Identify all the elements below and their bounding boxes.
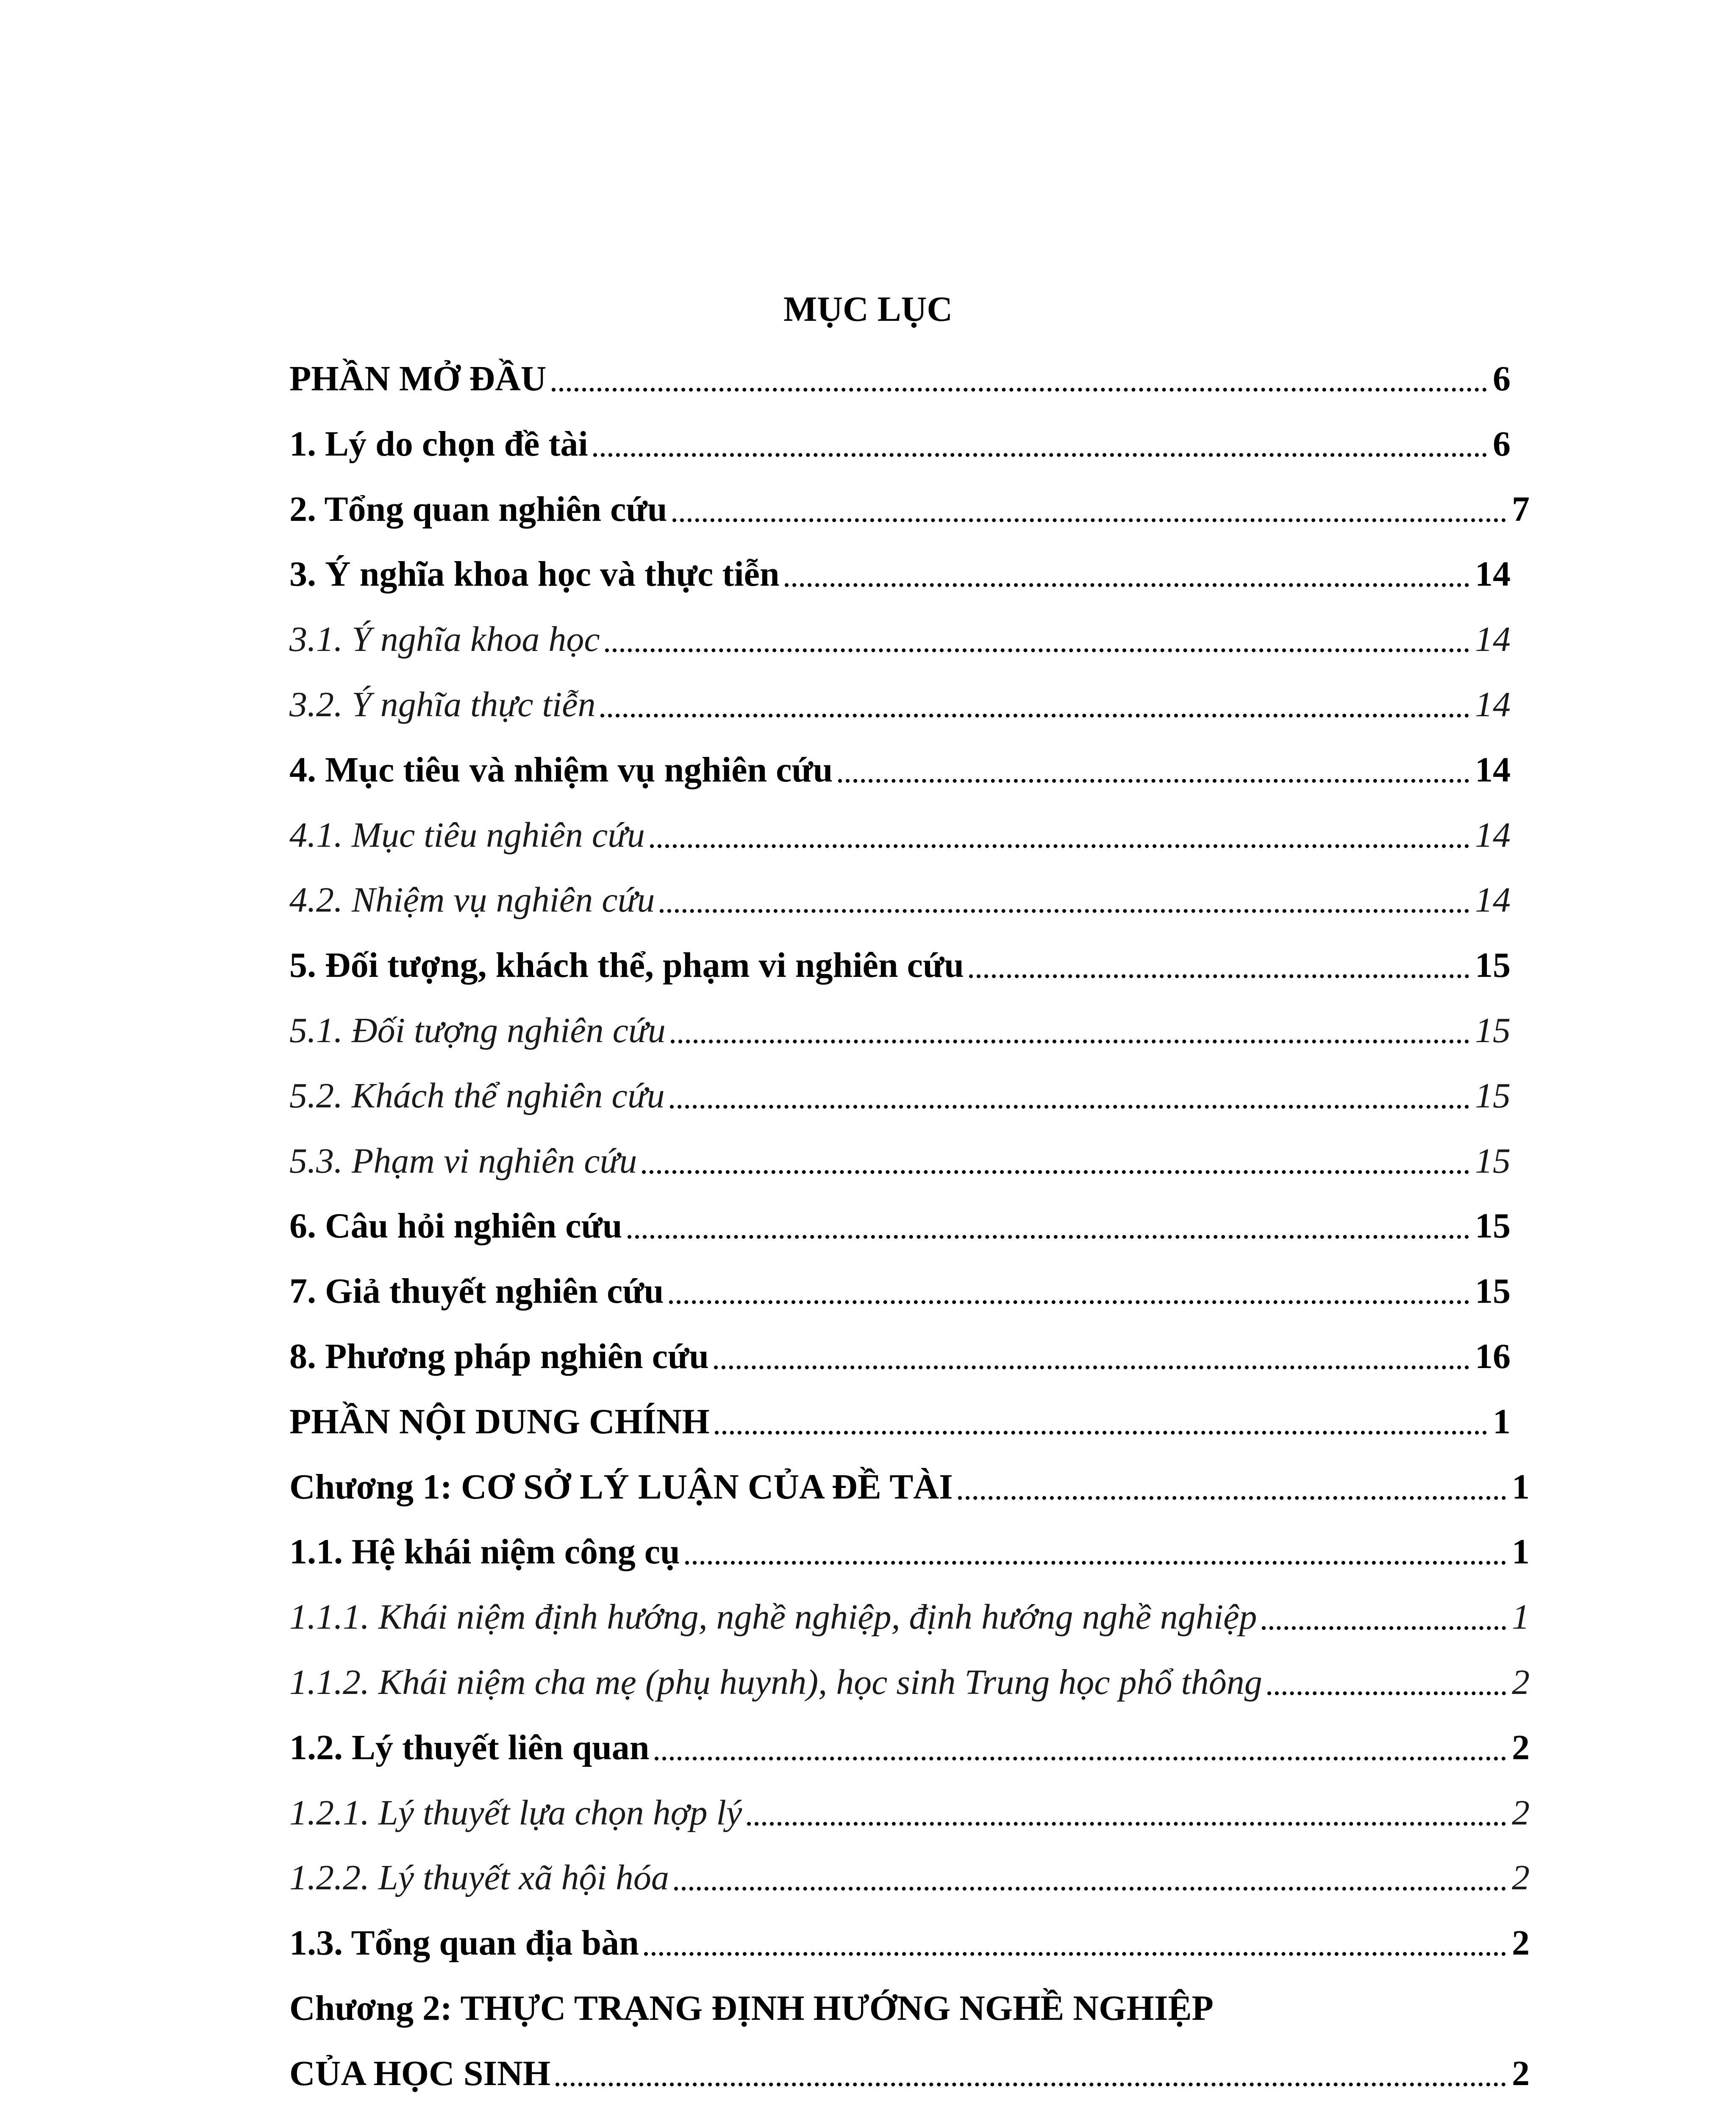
toc-entry[interactable] bbox=[289, 1587, 1530, 1646]
toc-entry-page-number: 2 bbox=[1512, 1727, 1530, 1767]
toc-entry-label: 7. Giả thuyết nghiên cứu bbox=[289, 1271, 664, 1311]
toc-entry-page-number: 6 bbox=[1493, 359, 1511, 398]
toc-entry-page-number: 2 bbox=[1512, 1662, 1530, 1702]
toc-entry[interactable] bbox=[289, 2044, 1530, 2103]
toc-entry[interactable] bbox=[289, 675, 1511, 734]
toc-entry[interactable] bbox=[289, 349, 1511, 408]
toc-entry-label: 4. Mục tiêu và nhiệm vụ nghiên cứu bbox=[289, 750, 833, 790]
toc-dot-leader bbox=[714, 1365, 1469, 1369]
toc-entry[interactable] bbox=[289, 414, 1511, 473]
toc-entry[interactable] bbox=[289, 544, 1511, 603]
toc-entry-label: 1.2.1. Lý thuyết lựa chọn hợp lý bbox=[289, 1793, 742, 1833]
toc-entry-label: 4.1. Mục tiêu nghiên cứu bbox=[289, 815, 645, 855]
toc-dot-leader bbox=[747, 1822, 1506, 1826]
toc-dot-leader bbox=[674, 1887, 1506, 1891]
toc-entry-page-number: 15 bbox=[1475, 1141, 1511, 1181]
toc-entry-page-number: 6 bbox=[1493, 424, 1511, 464]
toc-entry-label: 5. Đối tượng, khách thể, phạm vi nghiên cứu bbox=[289, 945, 964, 985]
toc-entry[interactable] bbox=[289, 1131, 1511, 1190]
toc-entry-page-number: 1 bbox=[1512, 1532, 1530, 1571]
toc-dot-leader bbox=[1262, 1626, 1506, 1630]
toc-entry[interactable] bbox=[289, 1196, 1511, 1255]
toc-entry[interactable] bbox=[289, 479, 1530, 539]
toc-entry-label: PHẦN NỘI DUNG CHÍNH bbox=[289, 1402, 710, 1441]
toc-entry-page-number: 1 bbox=[1512, 1597, 1530, 1637]
toc-entry[interactable] bbox=[289, 1718, 1530, 1777]
toc-entry-label: 1.1.2. Khái niệm cha mẹ (phụ huynh), học sinh Trung học phổ thông bbox=[289, 1662, 1262, 1702]
toc-entry-page-number: 14 bbox=[1475, 554, 1511, 594]
toc-entry-label: 5.2. Khách thể nghiên cứu bbox=[289, 1076, 665, 1115]
toc-entry-page-number: 15 bbox=[1475, 1206, 1511, 1246]
toc-dot-leader bbox=[556, 2083, 1506, 2086]
toc-dot-leader bbox=[969, 974, 1469, 978]
toc-entry[interactable] bbox=[289, 1066, 1511, 1125]
toc-dot-leader bbox=[838, 779, 1469, 783]
toc-entry-page-number: 15 bbox=[1475, 945, 1511, 985]
toc-dot-leader bbox=[650, 844, 1469, 848]
toc-entry-label: 3. Ý nghĩa khoa học và thực tiễn bbox=[289, 554, 780, 594]
toc-entry-label: 4.2. Nhiệm vụ nghiên cứu bbox=[289, 880, 655, 920]
toc-entry-label: 3.2. Ý nghĩa thực tiễn bbox=[289, 684, 596, 724]
toc-entry[interactable] bbox=[289, 740, 1511, 799]
toc-dot-leader bbox=[669, 1300, 1469, 1304]
toc-entry[interactable] bbox=[289, 1261, 1511, 1321]
toc-entry[interactable] bbox=[289, 870, 1511, 929]
toc-entry-page-number: 14 bbox=[1475, 750, 1511, 790]
toc-dot-leader bbox=[655, 1757, 1506, 1760]
toc-entry-label: Chương 1: CƠ SỞ LÝ LUẬN CỦA ĐỀ TÀI bbox=[289, 1467, 953, 1507]
toc-entry-label: CỦA HỌC SINH bbox=[289, 2053, 551, 2093]
toc-entry-page-number: 14 bbox=[1475, 619, 1511, 659]
toc-entry[interactable] bbox=[289, 1392, 1511, 1451]
toc-entry-page-number: 15 bbox=[1475, 1271, 1511, 1311]
toc-dot-leader bbox=[785, 583, 1469, 587]
toc-dot-leader bbox=[642, 1170, 1469, 1174]
toc-entry-page-number: 14 bbox=[1475, 684, 1511, 724]
toc-entry[interactable] bbox=[289, 1978, 1530, 2038]
toc-dot-leader bbox=[672, 518, 1506, 522]
toc-entry-page-number: 7 bbox=[1512, 489, 1530, 529]
toc-dot-leader bbox=[628, 1235, 1469, 1239]
toc-dot-leader bbox=[685, 1561, 1506, 1565]
toc-dot-leader bbox=[600, 714, 1469, 717]
page-title: MỤC LỤC bbox=[783, 289, 953, 329]
toc-entry-label: 3.1. Ý nghĩa khoa học bbox=[289, 619, 600, 659]
toc-entry-page-number: 2 bbox=[1512, 2053, 1530, 2093]
toc-dot-leader bbox=[1267, 1691, 1506, 1695]
toc-entry-page-number: 14 bbox=[1475, 815, 1511, 855]
toc-entry-label: 8. Phương pháp nghiên cứu bbox=[289, 1336, 709, 1376]
toc-dot-leader bbox=[593, 453, 1487, 457]
toc-entry-label: 5.1. Đối tượng nghiên cứu bbox=[289, 1010, 666, 1050]
toc-entry[interactable] bbox=[289, 2109, 1530, 2119]
toc-entry[interactable] bbox=[289, 1652, 1530, 1712]
toc-entry-page-number: 15 bbox=[1475, 1076, 1511, 1115]
toc-dot-leader bbox=[715, 1431, 1487, 1435]
toc-entry-page-number: 14 bbox=[1475, 880, 1511, 920]
toc-entry-page-number: 2 bbox=[1512, 1923, 1530, 1963]
toc-entry-page-number: 1 bbox=[1512, 1467, 1530, 1507]
toc-entry[interactable] bbox=[289, 609, 1511, 669]
toc-entry-label: 1.3. Tổng quan địa bàn bbox=[289, 1923, 639, 1963]
toc-dot-leader bbox=[670, 1105, 1469, 1109]
toc-entry-page-number: 15 bbox=[1475, 1010, 1511, 1050]
toc-entry[interactable] bbox=[289, 1783, 1530, 1842]
toc-entry-label: 1.1.1. Khái niệm định hướng, nghề nghiệp, định hướng nghề nghiệp bbox=[289, 1597, 1257, 1637]
toc-entry-page-number: 1 bbox=[1493, 1402, 1511, 1441]
toc-entry[interactable] bbox=[289, 1326, 1511, 1386]
toc-entry-page-number: 2 bbox=[1512, 1858, 1530, 1897]
toc-entry[interactable] bbox=[289, 1913, 1530, 1972]
toc-dot-leader bbox=[660, 909, 1469, 913]
toc-entry-label: 1.1. Hệ khái niệm công cụ bbox=[289, 1532, 680, 1571]
toc-dot-leader bbox=[671, 1040, 1469, 1043]
toc-entry-label: 2. Tổng quan nghiên cứu bbox=[289, 489, 667, 529]
toc-entry[interactable] bbox=[289, 935, 1511, 995]
toc-entry-page-number: 16 bbox=[1475, 1336, 1511, 1376]
toc-entry[interactable] bbox=[289, 1001, 1511, 1060]
toc-dot-leader bbox=[552, 388, 1487, 392]
toc-entry[interactable] bbox=[289, 805, 1511, 865]
toc-entry-label: 1.2. Lý thuyết liên quan bbox=[289, 1727, 650, 1767]
toc-entry[interactable] bbox=[289, 1522, 1530, 1581]
toc-entry[interactable] bbox=[289, 1848, 1530, 1907]
toc-entry-label: 1.2.2. Lý thuyết xã hội hóa bbox=[289, 1858, 669, 1897]
toc-entry-label: 1. Lý do chọn đề tài bbox=[289, 424, 588, 464]
toc-entry[interactable] bbox=[289, 1457, 1530, 1516]
toc-entry-label: PHẦN MỞ ĐẦU bbox=[289, 359, 547, 398]
toc-entry-label: 5.3. Phạm vi nghiên cứu bbox=[289, 1141, 637, 1181]
toc-entry-page-number: 2 bbox=[1512, 1793, 1530, 1833]
toc-dot-leader bbox=[605, 648, 1469, 652]
toc-dot-leader bbox=[644, 1952, 1506, 1956]
toc-dot-leader bbox=[958, 1496, 1506, 1500]
toc-entry-label: Chương 2: THỰC TRẠNG ĐỊNH HƯỚNG NGHỀ NGHIỆP bbox=[289, 1988, 1214, 2028]
toc-entry-label: 6. Câu hỏi nghiên cứu bbox=[289, 1206, 622, 1246]
